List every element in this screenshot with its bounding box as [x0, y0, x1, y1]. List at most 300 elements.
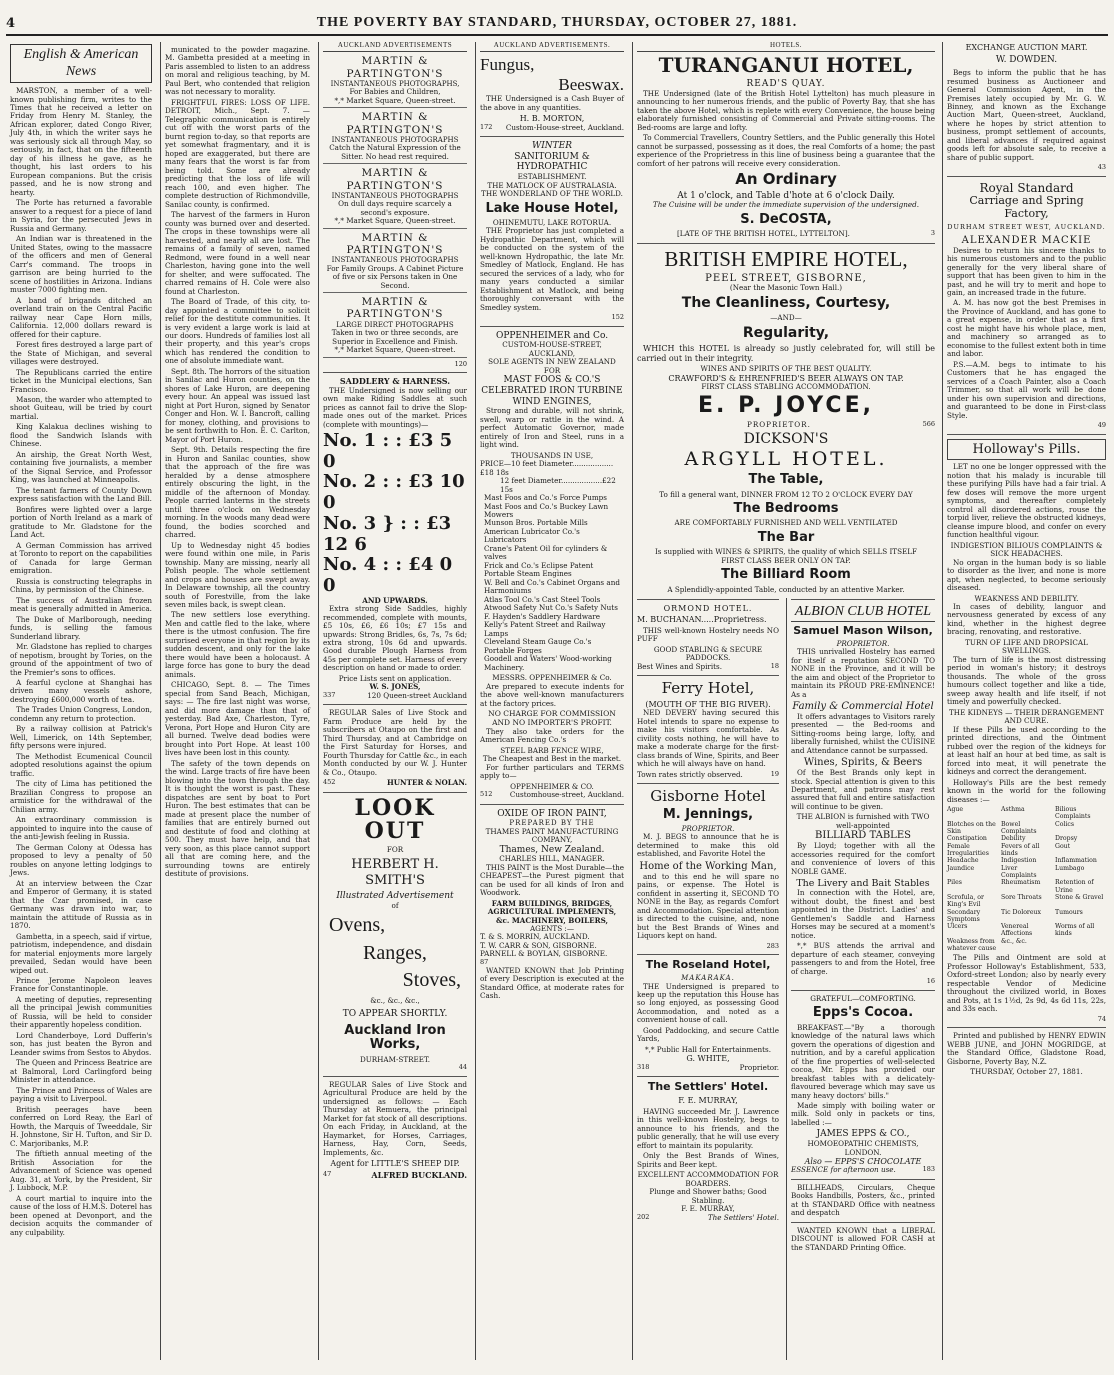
disease-item: Sore Throats — [1001, 893, 1042, 901]
page-number: 4 — [6, 16, 16, 31]
divider — [480, 804, 624, 805]
ad-line: (Near the Masonic Town Hall.) — [729, 283, 843, 293]
news-paragraph: An extraordinary commission is appointed to inquire into the cause of the anti-Jewish feeling in Russia. — [10, 815, 152, 842]
turanganui-hotel-ad — [637, 55, 935, 238]
disease-item: Rheumatism — [1001, 879, 1041, 887]
ad-feature: The Billiard Room — [721, 567, 851, 583]
divider — [791, 990, 935, 991]
ad-line: Home of the Working Man, — [639, 860, 777, 872]
news-paragraph: The Trades Union Congress, London, condemn any return to protection. — [10, 705, 152, 723]
news-paragraph: A meeting of deputies, representing all the principal Jewish communities of Russia, will be held to consider their apparently hopeless condition. — [10, 994, 152, 1030]
column-auction-pills — [943, 40, 1110, 1360]
divider — [791, 599, 935, 600]
news-paragraph: A fearful cyclone at Shanghai has driven many vessels ashore, destroying £600,000 worth of tea. — [10, 678, 152, 704]
product-item: Kelly's Patent Street and Railway Lamps — [484, 620, 606, 638]
product-item: Mast Foos and Co.'s Force Pumps — [484, 493, 607, 503]
ad-proprietor: M. BUCHANAN.....Proprietress. — [637, 615, 767, 625]
saddle-price: No. 4 : : £4 0 0 — [323, 554, 453, 596]
news-paragraph: Mason, the warder who attempted to shoot Guiteau, will be tried by court martial. — [10, 394, 152, 421]
ad-line: *,* Public Hall for Entertainments. — [645, 1044, 771, 1054]
disease-item: Tumours — [1055, 908, 1083, 916]
ad-address: Custom-House-street, Auckland. — [505, 122, 624, 132]
ad-text: HAVING succeeded Mr. J. Lawrence in this well-known Hostelry, begs to announce to his friends, and the public generally, that he will use every effort to maintain its popularity. — [637, 1106, 779, 1150]
ad-footer — [480, 791, 624, 799]
settlers-hotel-ad — [637, 1081, 779, 1222]
disease-item: Jaundice — [947, 864, 975, 872]
martin-partington-ad — [323, 111, 467, 164]
ad-line: The Cheapest and Best in the market. — [482, 754, 622, 764]
ad-title: OPPENHEIMER and Co. — [495, 330, 609, 341]
news-paragraph: Russia is constructing telegraphs in China, by permission of the Chinese. — [10, 576, 152, 595]
ad-title-2: Beeswax. — [558, 75, 624, 95]
imprint-date: THURSDAY, October 27, 1881. — [970, 1067, 1083, 1077]
ad-line: MAST FOOS & CO.'S — [503, 375, 601, 386]
ad-headline: LOOK OUT — [354, 794, 436, 844]
disease-item: Headache — [947, 857, 979, 865]
ad-address: DURHAM STREET WEST, AUCKLAND. — [947, 223, 1106, 232]
news-paragraph: The Queen and Princess Beatrice are at Balmoral, Lord Carlingford being Minister in attendance. — [10, 1058, 152, 1085]
ad-footer — [637, 230, 935, 238]
ad-etc: &c., &c., &c., — [370, 995, 420, 1005]
holloways-pills-ad — [947, 439, 1106, 1024]
ad-number: 152 — [611, 313, 624, 322]
ad-subtitle: INSTANTANEOUS PHOTOGRAPHS — [331, 256, 459, 265]
divider — [637, 243, 935, 244]
oppenheimer-ad — [480, 331, 624, 800]
ad-title: Fungus, — [480, 55, 535, 75]
product-list — [323, 914, 467, 993]
ad-signature: S. DeCOSTA, — [740, 211, 832, 227]
ad-text: THIS PAINT is the Most Durable—the CHEAPEST—the Purest pigment that can be used for all kinds of Iron and Woodwork. — [480, 862, 624, 898]
ad-subhead: INDIGESTION BILIOUS COMPLAINTS & SICK HEADACHES. — [950, 540, 1103, 559]
ad-text: REGULAR Sales of Live Stock and Farm Produce are held by the subscribers at Otaupo on the first and Third Thursday, and at Cambridge on the First Saturday for Horses, and Fourth Thursday for Cattle &c., in each Month conducted by our W. J. Hunter & Co., Otaupo. — [323, 708, 467, 777]
ad-number: 566 — [922, 419, 935, 428]
argyll-hotel-ad — [637, 432, 935, 595]
saddle-price: No. 1 : : £3 5 0 — [323, 430, 453, 472]
column-header: HOTELS. — [637, 40, 935, 52]
price-list — [323, 431, 467, 597]
ad-hotel-name: Lake House Hotel, — [485, 200, 619, 216]
ad-number: 183 — [922, 1165, 935, 1174]
product-item: Munson Bros. Portable Mills — [484, 518, 588, 528]
ad-line: CUSTOM-HOUSE-STREET, — [502, 340, 602, 350]
disease-item: &c., &c. — [1001, 937, 1027, 945]
ad-number: 512 — [480, 790, 493, 799]
news-paragraph: The Republicans carried the entire ticket in the Municipal elections, San Francisco. — [10, 367, 152, 394]
exchange-auction-mart-ad — [947, 43, 1106, 172]
ad-title: WINTER — [531, 141, 573, 152]
product-item: Goodell and Waters' Wood-working Machinery. — [484, 654, 612, 672]
ad-text: REGULAR Sales of Live Stock and Agricultural Produce are held by the undersigned as follows: — Each Thursday at Remuera, the principal Market for fat stock of all descriptions. On each Friday, in Auckland, at the Haymarket, for Horses, Carriages, Harness, Hay, Corn, Seeds, Implements, &c. — [323, 1079, 467, 1157]
disease-item: Lumbago — [1055, 864, 1085, 872]
ad-title: DICKSON'S — [743, 431, 829, 448]
ad-text: In connection with the Hotel, are, without doubt, the finest and best appointed in the District. Ladies' and Gentlemen's Saddle and Harness Horses may be secured at a moment's notice. — [791, 888, 935, 940]
news-paragraph: The Methodist Ecumenical Council adopted resolutions against the opium traffic. — [10, 751, 152, 778]
ad-hotel-name: ARGYLL HOTEL. — [684, 448, 888, 471]
ad-address: *,* Market Square, Queen-street. — [334, 95, 456, 105]
ad-text: They also take orders for the American Fencing Co.'s — [480, 726, 624, 745]
product-list — [480, 494, 624, 672]
divider — [791, 1179, 935, 1180]
news-paragraph: The safety of the town depends on the wind. Large tracts of fire have been blowing into the town through the day. It is thought the worst is past. These dispatches are sent by boat to Port Huron. The best estimates that can be made at present place the number of families that are entirely burned out and destitute of food and clothing at 500. They must have help, and that very soon, as this place cannot support all that are coming here, and the surrounding towns are entirely destitute of provisions. — [165, 758, 310, 879]
news-paragraph: Mr. Gladstone has replied to charges of nepotism, brought by Tories, on the ground of the appointment of two of the Premier's sons to offices. — [10, 642, 152, 677]
divider — [480, 326, 624, 327]
ad-title-2: Carriage and Spring Factory, — [969, 194, 1084, 221]
news-paragraph: The Porte has returned a favorable answer to a request for a piece of land in Syria, for the persecuted Jews in Russia and Germany. — [10, 198, 152, 233]
ad-line: SOLE AGENTS IN NEW ZEALAND FOR — [488, 357, 616, 375]
ad-hotel-name: BRITISH EMPIRE HOTEL, — [664, 246, 908, 271]
ad-role: Proprietor. — [739, 1062, 779, 1072]
ad-text: Are prepared to execute indents for the above well-known manufacturers at the factory prices. — [480, 681, 624, 708]
news-paragraph: Sept. 9th. Details respecting the fire in Huron and Sanilac counties, show that the approach of the fire was heralded by a dense atmosphere entirely obscuring the light, in the middle of the afternoon of Monday. People carried lanterns in the streets until three o'clock on Wednesday morning. In the woods many dead were found, the bodies scorched and charred. — [165, 445, 310, 540]
news-paragraph: A German Commission has arrived at Toronto to report on the capabilities of Canada for large German emigration. — [10, 540, 152, 576]
ad-title: MARTIN & PARTINGTON'S — [346, 111, 444, 136]
ad-feature: The Table, — [748, 472, 824, 488]
lake-house-ad — [480, 141, 624, 322]
news-paragraph: The Duke of Marlborough, needing funds, is selling the famous Sunderland library. — [10, 614, 152, 641]
ad-line: Catch the Natural Expression of the Sitter. No head rest required. — [329, 143, 461, 161]
ad-line: Wines, Spirits, & Beers — [803, 757, 923, 769]
british-empire-hotel-ad — [637, 248, 935, 429]
ad-company: JAMES EPPS & CO., — [816, 1129, 910, 1140]
news-paragraphs — [10, 87, 152, 1237]
ad-text: By Lloyd; together with all the accessories required for the comfort and convenience of lovers of this NOBLE GAME. — [791, 841, 935, 876]
ad-line: THE WONDERLAND OF THE WORLD. — [481, 189, 623, 199]
ad-line: FIRST CLASS BEER ONLY ON TAP. — [721, 555, 851, 565]
ad-subtitle: INSTANTANEOUS PHOTOGRAPHS — [331, 135, 459, 144]
ad-title: EXCHANGE AUCTION MART. — [965, 43, 1088, 52]
disease-list — [947, 806, 1106, 952]
news-paragraph: Bonfires were lighted over a large portion of North Ireland as a mark of gratitude to Mr. Gladstone for the Land Act. — [10, 504, 152, 540]
disease-item: Inflammation — [1055, 857, 1097, 865]
divider — [480, 136, 624, 137]
disease-item: Venereal Affections — [1001, 923, 1033, 938]
martin-partington-ad — [323, 296, 467, 357]
news-paragraphs-continued — [165, 46, 310, 879]
disease-item: Liver Complaints — [1001, 864, 1037, 879]
ad-line: The Livery and Bait Stables — [796, 878, 930, 890]
ad-note: Price Lists sent on application. — [338, 673, 452, 683]
disease-item: Female Irregularities — [947, 842, 989, 858]
ad-text: Desires to return his sincere thanks to his numerous customers and to the public generally for the very liberal share of support that has been given to him in the past, and he will try to merit and hope to gain, an increased trade in the future. — [947, 245, 1106, 297]
ad-line: Plunge and Shower baths; Good Stabling. — [649, 1187, 767, 1205]
ad-text: *,* BUS attends the arrival and departure of each steamer, conveying passengers to and from the Hotel, free of charge. — [791, 941, 935, 976]
news-paragraph: By a railway collision at Patrick's Well, Limerick, on 14th September, fifty persons were injured. — [10, 724, 152, 751]
column-english-american-news — [6, 40, 156, 1360]
ad-line: CELEBRATED IRON TURBINE — [481, 385, 623, 396]
ad-role: The Settlers' Hotel. — [707, 1212, 779, 1222]
ad-line: Also — EPPS'S CHOCOLATE — [804, 1157, 922, 1167]
product-item: Stoves, — [402, 969, 461, 992]
product-item: Ovens, — [329, 914, 386, 937]
saddle-price: No. 3 } : : £3 12 6 — [323, 512, 452, 555]
news-paragraph: The Prince and Princess of Wales are paying a visit to Liverpool. — [10, 1085, 152, 1104]
price-line: 12 feet Diameter..................£22 15s — [500, 476, 616, 494]
ad-title: Royal Standard — [979, 181, 1074, 196]
ad-text: WANTED KNOWN that Job Printing of every Description is executed at the Standard Office, at moderate rates for Cash. — [480, 965, 624, 1001]
fungus-ad — [480, 55, 624, 132]
ad-text: THIS well-known Hostelry needs NO PUFF — [637, 625, 779, 644]
ad-footer — [637, 771, 779, 779]
news-paragraph: The success of Australian frozen meat is generally admitted in America. — [10, 595, 152, 614]
ad-line: THE MATLOCK OF AUSTRALASIA. — [487, 180, 617, 190]
news-paragraph: The fiftieth annual meeting of the British Association for the Advancement of Science was opened Aug. 31, at York, by the President, Sir J. Lubbock, M.P. — [10, 1149, 152, 1193]
product-item: Frick and Co.'s Eclipse Patent Portable Steam Engines — [484, 560, 594, 579]
news-paragraph: Prince Jerome Napoleon leaves France for Constantinople. — [10, 975, 152, 994]
divider — [637, 599, 779, 600]
ad-text: Only the Best Brands of Wines, Spirits and Beer kept. — [637, 1151, 779, 1169]
ad-text: THIS unrivalled Hostelry has earned for itself a reputation SECOND TO NONE in the Province, and it will be the aim and object of the Proprietor to maintain its PROUD PRE-EMINENCE! As a — [791, 647, 935, 699]
ad-line: NO CHARGE FOR COMMISSION AND NO IMPORTER'S PROFIT. — [488, 709, 616, 727]
news-paragraph: An Indian war is threatened in the United States, owing to the massacre of the officers and men of General Carr's command. The troops in garrison are being hurried to the scene of hostilities in Arizona. Indians muster 7000 fighting men. — [10, 234, 152, 295]
ad-number: 44 — [458, 1063, 467, 1072]
ad-number: 452 — [323, 778, 336, 787]
martin-partington-ads — [323, 55, 467, 357]
price-line: PRICE—10 feet Diameter..................£18 18s — [480, 459, 614, 477]
ad-footer — [637, 1214, 779, 1222]
news-paragraph: A court martial to inquire into the cause of the loss of H.M.S. Doterel has been opened at Devonport, and the decision acquits the commander of any culpability. — [10, 1193, 152, 1237]
ad-subtitle: INSTANTANEOUS PHOTOGRAPHS, — [330, 80, 460, 88]
news-paragraph: The city of Lima has petitioned the Brazilian Congress to propose an armistice for the withdrawal of the Chilian army. — [10, 779, 152, 814]
column-hotels-right — [787, 595, 939, 1360]
ad-title: OXIDE OF IRON PAINT, — [497, 808, 607, 819]
news-paragraph: At an interview between the Czar and Emperor of Germany, it is stated that the Czar promised, in case Germany was drawn into war, to maintain the attitude of Russia as in 1870. — [10, 878, 152, 931]
disease-item: Worms of all kinds — [1055, 923, 1095, 938]
ad-address: *,* Market Square, Queen-street. — [334, 345, 456, 355]
ad-text: If these Pills be used according to the printed directions, and the Ointment rubbed over the region of the kidneys for at least half an hour at bed time, as salt is forced into meat, it will penetrate the kidneys and correct the derangement. — [947, 724, 1106, 777]
ad-text: The turn of life is the most distressing period in woman's history; it destroys thousands. The whole of the gross humours collect together and like a tide, sweep away health and life itself, if not timely and powerfully checked. — [947, 654, 1106, 707]
ormond-hotel-ad — [637, 604, 779, 671]
column-hotels-left — [633, 595, 783, 1360]
news-paragraph: municated to the powder magazine. M. Gambetta presided at a meeting in Paris assembled to listen to an address on moral and religious teaching, by M. Paul Bert, who contended that religion was not necessary to morality. — [165, 45, 310, 97]
ad-place: MAKARAKA. — [681, 974, 735, 983]
ad-agent: Agent for LITTLE'S SHEEP DIP. — [330, 1159, 460, 1169]
ad-number: 172 — [480, 122, 493, 131]
ad-text: BREAKFAST.—"By a thorough knowledge of the natural laws which govern the operations of digestion and nutrition, and by a careful application of the fine properties of well-selected cocoa, Mr. Epps has provided our breakfast tables with a delicately-flavoured beverage which may save us many heavy doctors' bills." — [791, 1022, 935, 1100]
divider — [323, 792, 467, 793]
divider — [947, 434, 1106, 435]
news-paragraph: The new settlers lose everything. Men and cattle fled to the lake, where there is the utmost confusion. The fire surprised everyone in that region by its sudden descent, and only for the lake there would have been a holocaust. A large force has gone to bury the dead animals. — [165, 610, 310, 679]
news-paragraph: MARSTON, a member of a well-known publishing firm, writes to the Times that he received a letter on Friday from Henry M. Stanley, the African explorer, dated Congo River, July 4th, in which the writer says he was seriously sick all through May, so seriously, in fact, that on the fifteenth day of his illness he gave, as he thought, his last orders to his European companions. But the crisis passed, and he is now strong and hearty. — [10, 86, 152, 197]
ad-line: AGENTS :— — [529, 924, 575, 933]
ad-text: THE Undersigned is a Cash Buyer of the above in any quantities. — [480, 94, 624, 112]
product-item: W. Bell and Co.'s Cabinet Organs and Harmoniums — [484, 577, 620, 596]
divider — [791, 1222, 935, 1223]
disease-item: Scrofula, or King's Evil — [947, 893, 984, 909]
martin-partington-ad — [323, 167, 467, 228]
disease-item: Tic Doloreux — [1001, 908, 1042, 916]
ad-text: No organ in the human body is so liable to disorder as the liver, and none is more apt, when neglected, to become seriously diseased. — [947, 557, 1106, 593]
ad-line: FIRST CLASS STABLING ACCOMMODATION. — [701, 381, 871, 391]
ad-line: Illustrated Advertisement — [336, 891, 454, 902]
divider — [637, 783, 779, 784]
ad-number: 87 — [480, 957, 489, 966]
product-item: Mast Foos and Co.'s Buckey Lawn Mowers — [484, 501, 609, 519]
ad-role: PROPRIETOR. — [836, 638, 890, 648]
ad-line: HOMOEOPATHIC CHEMISTS, — [807, 1139, 919, 1149]
ad-text: For further particulars and TERMS apply to— — [480, 762, 624, 781]
ad-line: ESSENCE for afternoon use. — [791, 1165, 896, 1175]
roseland-hotel-ad — [637, 959, 779, 1072]
ad-text: THE Undersigned (late of the British Hotel Lyttelton) has much pleasure in announcing to her numerous friends, and the public of Poverty Bay, that she has taken the above Hotel, which is replete with every Convenience, the house being elaborately furnished consisting of Commercial and Private sitting-rooms. The Bed-rooms are large and lofty. — [637, 88, 935, 132]
ad-line: ARE COMFORTABLY FURNISHED AND WELL VENTILATED — [674, 518, 898, 528]
divider — [947, 1027, 1106, 1028]
news-paragraph: King Kalakua declines wishing to flood the Sandwich Islands with Chinese. — [10, 422, 152, 449]
ad-line: WINES AND SPIRITS OF THE BEST QUALITY. — [700, 364, 872, 374]
ad-late: [LATE OF THE BRITISH HOTEL, LYTTELTON]. — [677, 229, 850, 239]
ad-name: ALEXANDER MACKIE — [961, 234, 1092, 246]
news-paragraph: The German Colony at Odessa has proposed to levy a penalty of 50 roubles on anyone letting lodgings to Jews. — [10, 842, 152, 878]
saddlery-ad — [323, 377, 467, 700]
ad-proprietor: Samuel Mason Wilson, — [793, 623, 933, 637]
news-paragraph: Lord Chanderboye, Lord Dufferin's son, has just beaten the Byron and Leander swims from Sestos to Abydos. — [10, 1030, 152, 1057]
ad-text: WHICH this HOTEL is already so justly celebrated for, will still be carried out in their integrity. — [637, 344, 935, 363]
news-paragraph: An airship, the Great North West, containing five journalists, a member of the Signal Service, and Professor King, was launched at Minneapolis. — [10, 449, 152, 485]
masthead — [0, 0, 1114, 40]
epps-cocoa-ad — [791, 995, 935, 1175]
gisborne-hotel-ad — [637, 788, 779, 950]
ad-number: 43 — [1097, 163, 1106, 172]
ad-line: ESTABLISHMENT. — [517, 172, 587, 182]
ad-footer — [480, 124, 624, 132]
ad-line: WIND ENGINES, — [512, 396, 592, 407]
column-header: AUCKLAND ADVERTISEMENTS — [323, 40, 467, 52]
buckland-ad — [323, 1081, 467, 1180]
disease-item: Asthma — [1001, 806, 1025, 814]
ad-number: 283 — [766, 941, 779, 950]
ad-line: MESSRS. OPPENHEIMER & Co. — [492, 673, 612, 683]
ad-line: Best Wines and Spirits. — [637, 661, 723, 671]
divider — [323, 1076, 467, 1077]
disease-item: Stone & Gravel — [1055, 893, 1104, 901]
ad-line: THAMES PAINT MANUFACTURING COMPANY, — [485, 826, 619, 845]
product-item: Atlas Tool Co.'s Cast Steel Tools — [484, 594, 601, 604]
ad-line: TO APPEAR SHORTLY. — [342, 1009, 448, 1020]
ad-text: Of the Best Brands only kept in stock. Special attention is given to this Department, and patrons may rest assured that full and entire satisfaction will continue to be given. — [791, 768, 935, 811]
ad-line: THOUSANDS IN USE, — [510, 450, 594, 460]
ad-number: 16 — [926, 977, 935, 986]
ad-word: of — [391, 900, 399, 910]
ad-text: M. J. BEGS to announce that he is determined to make this old established, and Favorite Hotel the — [637, 832, 779, 859]
ad-feature: Regularity, — [742, 324, 830, 341]
agent: PARNELL & BOYLAN, GISBORNE. — [480, 949, 608, 959]
ad-line: To fill a general want, DINNER FROM 12 TO 2 O'CLOCK EVERY DAY — [659, 489, 913, 499]
disease-item: Colics — [1055, 820, 1075, 828]
ad-role: PROPRIETOR. — [681, 823, 735, 833]
ad-line: GOOD STABLING & SECURE PADDOCKS. — [653, 644, 763, 663]
ad-number: 202 — [637, 1212, 650, 1221]
ad-subtitle: LARGE DIRECT PHOTOGRAPHS — [336, 320, 454, 329]
ad-feature: The Bedrooms — [733, 501, 839, 517]
ad-line: —AND— — [770, 313, 802, 323]
ad-text: P.S.—A.M. begs to intimate to his Customers that he has engaged the services of a Coach Painter, also a Coach Trimmer, so that all work will be done under his own supervision and directions, and guaranteed to be done in First-class Style. — [947, 359, 1106, 420]
column-news-continued — [161, 40, 314, 1360]
ad-signature: OPPENHEIMER & CO. — [510, 781, 594, 791]
ad-footer — [323, 1171, 467, 1180]
ad-line: (MOUTH OF THE BIG RIVER). — [645, 699, 771, 709]
ad-signature: ALFRED BUCKLAND. — [371, 1169, 467, 1180]
ad-company: Auckland Iron Works, — [344, 1023, 446, 1053]
ad-hotel-name: ALBION CLUB HOTEL — [791, 604, 935, 622]
ad-text: Made simply with boiling water or milk. Sold only in packets or tins, labelled :— — [791, 1100, 935, 1127]
news-paragraph: Sept. 8th. The horrors of the situation in Sanilac and Huron counties, on the shores of Lake Huron, are deepening every hour. An appeal was issued last night at Port Huron, signed by Senator Conger and Hon. W. I. Bancroft, calling for money, clothing, and provisions to be sent forthwith to Hon. E. C. Carlton, Mayor of Port Huron. — [165, 366, 310, 444]
divider — [323, 372, 467, 373]
ad-signature: W. S. JONES, — [369, 682, 421, 692]
ad-subtitle: INSTANTANEOUS PHOTOGRAPHS — [331, 191, 459, 200]
ad-proprietor: E. P. JOYCE, — [698, 393, 874, 419]
disease-item: Blotches on the Skin — [947, 820, 996, 836]
ad-line: Taken in two or three seconds, are Superior in Excellence and Finish. — [331, 328, 459, 346]
ad-text: NED DEVERY having secured this Hotel intends to spare no expense to make his visitors comfortable. As civility costs nothing, he will have to make a moderate charge for the first-class brands of Wine, Spirits, and Beer which he will always have on hand. — [637, 708, 779, 769]
ad-text: THE Proprietor has just completed a Hydropathic Department, which will be conducted on the system of the well-known Hydropathic, the late Mr. Smedley of Matlock, England. He has secured the services of a lady, who for many years conducted a similar Establishment at Matlock, and being thoroughly conversant with the Smedley system. — [480, 226, 624, 312]
ad-line: Family & Commercial Hotel — [792, 701, 934, 712]
ad-line: For Babies and Children, — [349, 87, 441, 97]
divider — [637, 675, 779, 676]
ad-line: STEEL BARB FENCE WIRE, — [500, 745, 604, 755]
ad-subhead: TURN OF LIFE AND DROPSICAL SWELLINGS. — [965, 637, 1088, 656]
disease-item: Ulcers — [947, 923, 968, 931]
ad-footer — [791, 1166, 935, 1174]
product-item: Ranges, — [363, 941, 427, 964]
divider — [323, 704, 467, 705]
ad-name: W. DOWDEN. — [995, 55, 1058, 66]
ad-number: 19 — [770, 769, 779, 778]
ad-footer — [637, 663, 779, 671]
ad-line: FARM BUILDINGS, BRIDGES, AGRICULTURAL IMPLEMENTS, &c. MACHINERY, BOILERS, — [487, 898, 617, 925]
section-heading: English & American News — [10, 44, 152, 83]
disease-item: Bilious Complaints — [1055, 806, 1091, 821]
ad-title: Holloway's Pills. — [947, 439, 1106, 460]
herbert-smith-ad — [323, 794, 467, 1072]
ad-line: PREPARED BY THE — [509, 819, 595, 828]
disease-item: Piles — [947, 879, 962, 887]
ad-signature: HUNTER & NOLAN. — [387, 778, 467, 788]
news-paragraph: Gambetta, in a speech, said if virtue, patriotism, independence, and disdain for material enjoyments more largely prevailed, Sedan would have been wiped out. — [10, 931, 152, 975]
ferry-hotel-ad — [637, 680, 779, 779]
news-paragraph: British peerages have been conferred on Lord Reay, the Earl of Howth, the Marquis of Tweeddale, Sir H. Johnstone, Sir H. Tufton, and Sir D. C. Marjoribanks, M.P. — [10, 1104, 152, 1148]
ad-subhead: WEAKNESS AND DEBILITY. — [974, 593, 1079, 603]
ad-hotel-name: Gisborne Hotel — [650, 787, 766, 806]
ad-feature: An Ordinary — [735, 170, 837, 189]
product-item: Cleveland Steam Gauge Co.'s Portable Forges — [484, 637, 592, 655]
disease-item: Debility — [1001, 835, 1026, 843]
ad-footer — [323, 779, 467, 787]
product-item: F. Hayden's Saddlery Hardware — [484, 611, 600, 621]
ad-number: 337 — [323, 690, 336, 699]
ad-line: CRAWFORD'S & EHRENFRIED'S BEER ALWAYS ON TAP. — [668, 373, 904, 383]
ad-hotel-name: Ferry Hotel, — [661, 679, 755, 698]
news-paragraph: CHICAGO, Sept. 8. — The Times special from Sand Beach, Michigan, says: — The fire last night was worse, and did more damage than that of yesterday. Bad Axe, Charleston, Tyre, Verona, Port Hope and Huron City are all burned. Twelve dead bodies were brought into Port Hope. At least 100 lives have been lost in this county. — [165, 680, 310, 758]
ad-number: 120 — [454, 359, 467, 368]
oxide-paint-ad — [480, 809, 624, 1001]
ad-text: It offers advantages to Visitors rarely presented — the Bed-rooms and Sitting-rooms being large, lofty, and liberally furnished, whilst the CUISINE and Attendance cannot be surpassed. — [791, 711, 935, 755]
product-item: Atwood Safety Nut Co.'s Safety Nuts — [484, 603, 618, 613]
hunter-nolan-ad — [323, 709, 467, 787]
ad-line: A Splendidly-appointed Table, conducted by an attentive Marker. — [667, 584, 905, 594]
ad-title: SADDLERY & HARNESS. — [339, 376, 451, 387]
disease-item: Secondary Symptoms — [947, 908, 981, 923]
news-paragraph: Up to Wednesday night 45 bodies were found within one mile, in Paris township. Many are missing, nearly all Polish people. The whole settlement and crops and houses are swept away. In Delaware township, all the country south of Forestville, from the lake seven miles back, is swept clean. — [165, 540, 310, 609]
ad-text: Extra strong Side Saddles, highly recommended, complete with mounts, £5 10s, £6, £6 10s; £7 15s and upwards: Strong Bridles, 6s, 7s, 7s 6d; extra strong, 10s 6d and upwards. Good durable Plough Harness from 45s per complete set. Harness of every description on hand or made to order. — [323, 604, 467, 673]
news-paragraph: The Board of Trade, of this city, to-day appointed a committee to solicit relief for the destitute communities. It is very evident a large work is laid at our doors. Hundreds of families lost all their property, and this year's crops which has rendered the condition to one of absolute immediate want. — [165, 297, 310, 366]
ad-word: FOR — [386, 844, 404, 854]
ad-line: BILLIARD TABLES — [815, 830, 911, 842]
saddle-price: No. 2 : : £3 10 0 — [323, 471, 465, 514]
ad-title: MARTIN & PARTINGTON'S — [346, 296, 444, 321]
news-paragraph: The tenant farmers of County Down express satisfaction with the Land Bill. — [10, 485, 152, 504]
ad-text: Strong and durable, will not shrink, swell, warp or rattle in the wind. A perfect Automatic Governor, made entirely of Iron and Steel, runs in a light wind. — [480, 406, 624, 450]
ad-feature: The Cleanliness, Courtesy, — [681, 294, 891, 311]
